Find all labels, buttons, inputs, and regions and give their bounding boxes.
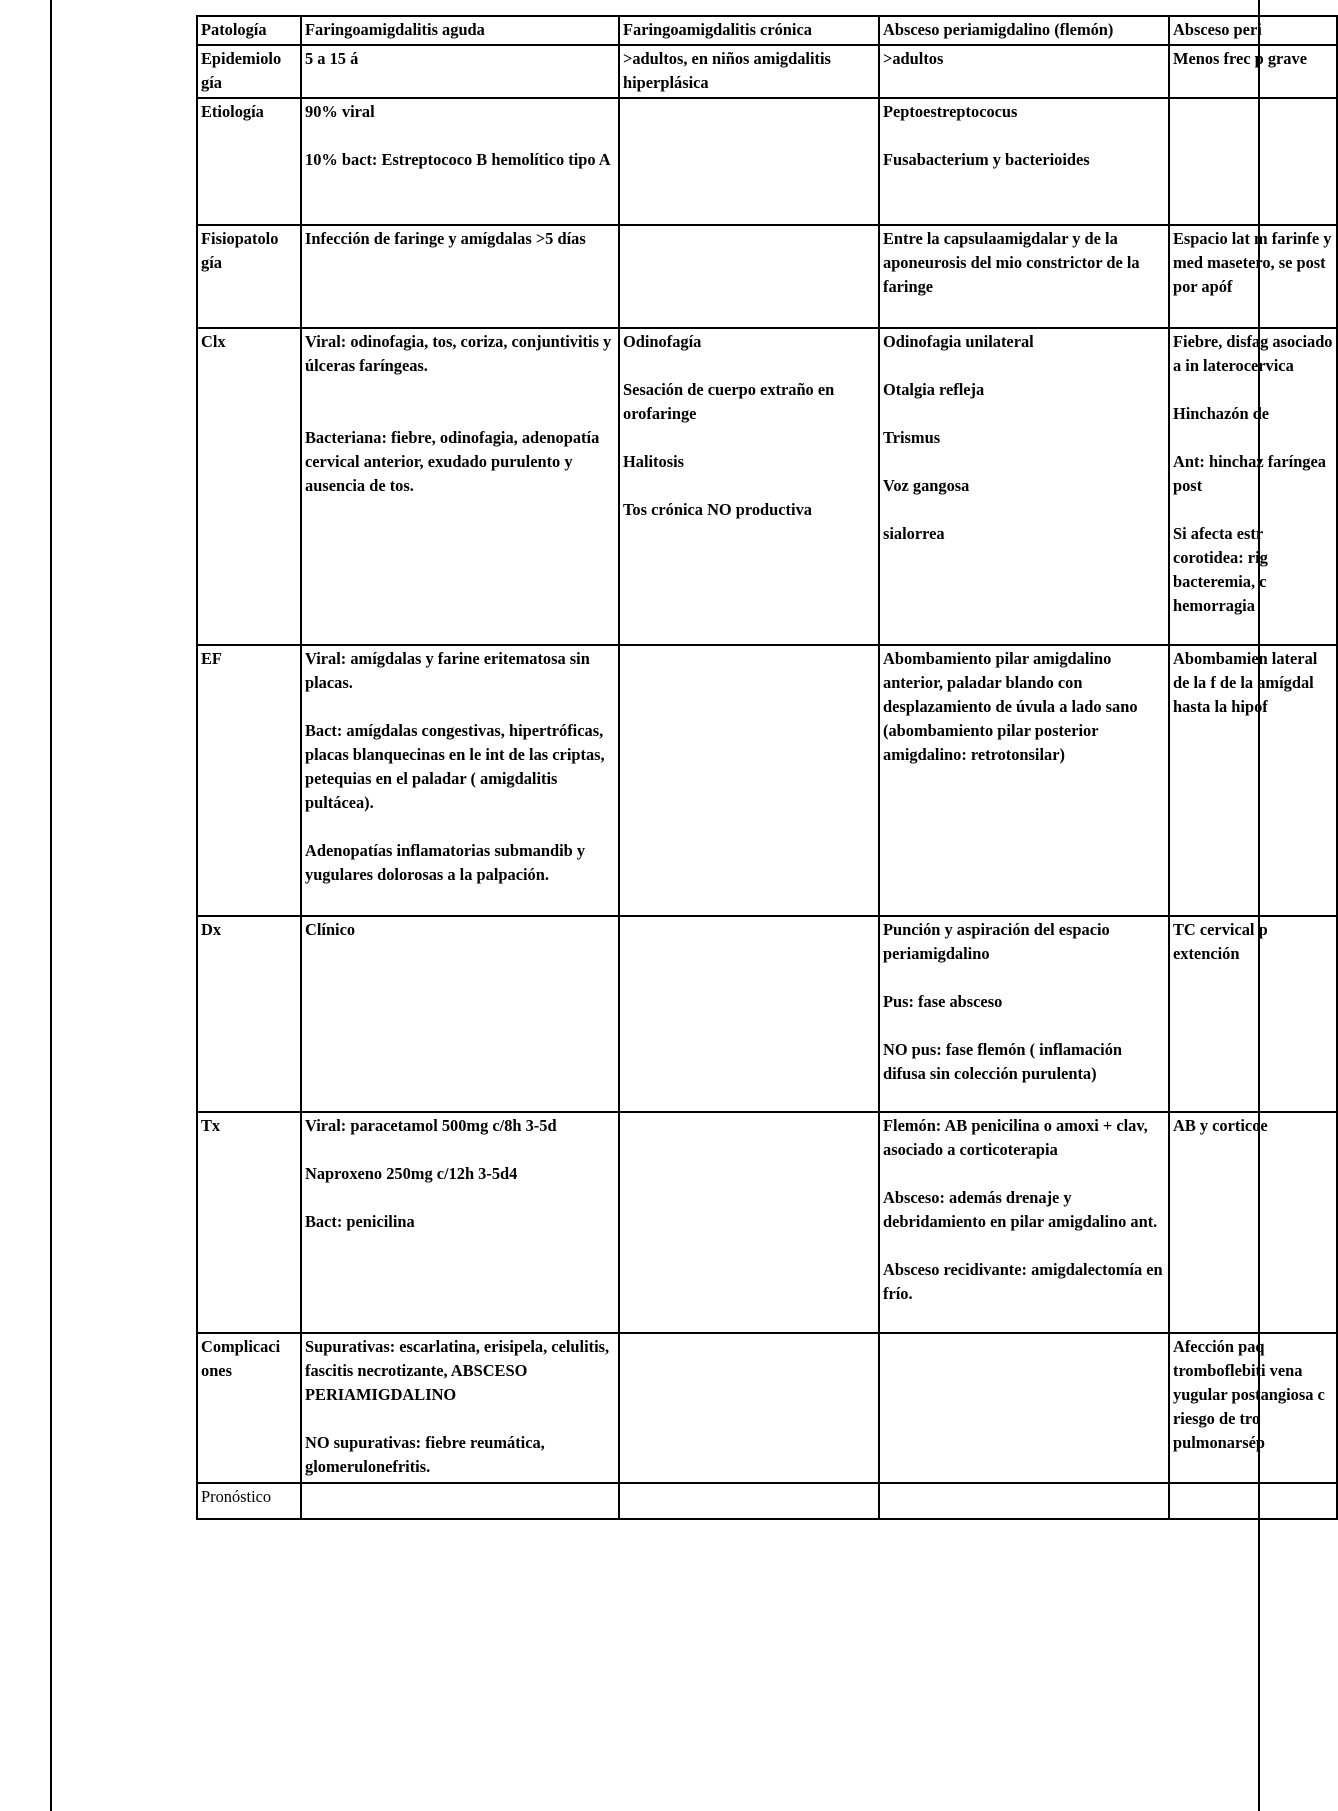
cell-epidemiologia-col2 [619,45,879,98]
cell-paragraph: Naproxeno 250mg c/12h 3-5d4 [305,1164,518,1183]
cell-clx-col1 [301,328,619,645]
header-cell-patologia: Patología [197,16,301,45]
cell-dx-col4 [1169,916,1337,1112]
cell-paragraph: Punción y aspiración del espacio periamigdalino [883,920,1110,963]
cell-fisiopatologia-col1 [301,225,619,328]
cell-paragraph: sialorrea [883,524,945,543]
cell-paragraph: Halitosis [623,452,685,471]
cell-tx-col4 [1169,1112,1337,1333]
cell-paragraph: Espacio lat m farinfe y med masetero, se post por apóf [1173,229,1332,296]
cell-epidemiologia-col3 [879,45,1169,98]
cell-paragraph: Sesación de cuerpo extraño en orofaringe [623,380,835,423]
cell-clx-col3 [879,328,1169,645]
cell-paragraph: Odinofagia unilateral [883,332,1034,351]
cell-tx-col3 [879,1112,1169,1333]
row-label-fisiopatologia: Fisiopatolo gía [197,225,301,328]
cell-paragraph: Peptoestreptococus [883,102,1018,121]
cell-paragraph: Bacteriana: fiebre, odinofagia, adenopatía cervical anterior, exudado purulento y ausencia de tos. [305,428,600,495]
header-cell-faringoamigdalitis-aguda: Faringoamigdalitis aguda [301,16,619,45]
cell-fisiopatologia-col4 [1169,225,1337,328]
cell-paragraph: 5 a 15 á [305,49,359,68]
cell-paragraph: Bact: amígdalas congestivas, hipertróficas, placas blanquecinas en le int de las criptas, petequias en el paladar ( amigdalitis pultácea). [305,721,605,812]
cell-etiologia-col2 [619,98,879,225]
row-label-clx: Clx [197,328,301,645]
cell-pronostico-col1 [301,1483,619,1519]
table-row-dx [197,916,1337,1112]
cell-ef-col1 [301,645,619,916]
header-cell-faringoamigdalitis-cronica: Faringoamigdalitis crónica [619,16,879,45]
table-row-fisiopatologia [197,225,1337,328]
cell-paragraph: Afección paq tromboflebiti vena yugular postangiosa c riesgo de tro pulmonarsép [1173,1337,1325,1452]
cell-paragraph: Otalgia refleja [883,380,985,399]
cell-paragraph: 10% bact: Estreptococo B hemolítico tipo A [305,150,611,169]
cell-paragraph: TC cervical p extención [1173,920,1268,963]
cell-dx-col1 [301,916,619,1112]
cell-tx-col1 [301,1112,619,1333]
row-label-pronostico: Pronóstico [197,1483,301,1519]
row-label-epidemiologia: Epidemiolo gía [197,45,301,98]
cell-paragraph: Absceso recidivante: amigdalectomía en frío. [883,1260,1163,1303]
cell-paragraph: Menos frec p grave [1173,49,1307,68]
table-row-ef [197,645,1337,916]
cell-paragraph: Flemón: AB penicilina o amoxi + clav, asociado a corticoterapia [883,1116,1148,1159]
cell-paragraph: Viral: amígdalas y farine eritematosa sin placas. [305,649,590,692]
cell-paragraph: 90% viral [305,102,375,121]
table-header-row [197,16,1337,45]
cell-dx-col2 [619,916,879,1112]
cell-paragraph: Trismus [883,428,941,447]
cell-dx-col3 [879,916,1169,1112]
cell-complicaciones-col2 [619,1333,879,1483]
cell-paragraph: Viral: odinofagia, tos, coriza, conjuntivitis y úlceras faríngeas. [305,332,612,375]
document-table-viewport [196,15,1333,1530]
cell-paragraph: Tos crónica NO productiva [623,500,812,519]
pathology-table [196,15,1338,1520]
cell-ef-col4 [1169,645,1337,916]
cell-etiologia-col4 [1169,98,1337,225]
header-cell-absceso-peri: Absceso peri [1169,16,1337,45]
row-label-tx: Tx [197,1112,301,1333]
cell-paragraph: Hinchazón de [1173,404,1270,423]
header-cell-absceso-periamigdalino: Absceso periamigdalino (flemón) [879,16,1169,45]
page-left-border [50,0,52,1811]
cell-complicaciones-col1 [301,1333,619,1483]
row-label-complicaciones: Complicaci ones [197,1333,301,1483]
cell-paragraph: Fusabacterium y bacterioides [883,150,1090,169]
cell-paragraph: NO pus: fase flemón ( inflamación difusa sin colección purulenta) [883,1040,1123,1083]
cell-pronostico-col3 [879,1483,1169,1519]
cell-fisiopatologia-col3 [879,225,1169,328]
table-row-clx [197,328,1337,645]
cell-paragraph: Abombamiento pilar amigdalino anterior, paladar blando con desplazamiento de úvula a lado sano (abombamiento pilar posterior amigdalino: retrotonsilar) [883,649,1138,764]
cell-paragraph: Abombamien lateral de la f de la amígdal hasta la hipof [1173,649,1318,716]
row-label-dx: Dx [197,916,301,1112]
cell-paragraph: Entre la capsulaamigdalar y de la aponeurosis del mio constrictor de la faringe [883,229,1140,296]
cell-paragraph: >adultos [883,49,944,68]
cell-etiologia-col3 [879,98,1169,225]
cell-paragraph: Adenopatías inflamatorias submandib y yugulares dolorosas a la palpación. [305,841,586,884]
cell-complicaciones-col3 [879,1333,1169,1483]
cell-paragraph: Viral: paracetamol 500mg c/8h 3-5d [305,1116,557,1135]
table-row-etiologia [197,98,1337,225]
cell-paragraph: Supurativas: escarlatina, erisipela, celulitis, fascitis necrotizante, ABSCESO PERIAMIGDALINO [305,1337,610,1404]
row-label-ef: EF [197,645,301,916]
cell-paragraph: AB y corticoe [1173,1116,1268,1135]
cell-fisiopatologia-col2 [619,225,879,328]
table-row-tx [197,1112,1337,1333]
cell-paragraph: Bact: penicilina [305,1212,415,1231]
cell-paragraph: Absceso: además drenaje y debridamiento en pilar amigdalino ant. [883,1188,1158,1231]
cell-clx-col2 [619,328,879,645]
cell-paragraph: Fiebre, disfag asociado a in laterocervica [1173,332,1333,375]
table-row-pronostico [197,1483,1337,1519]
cell-paragraph: NO supurativas: fiebre reumática, glomerulonefritis. [305,1433,545,1476]
cell-ef-col2 [619,645,879,916]
row-label-etiologia: Etiología [197,98,301,225]
cell-pronostico-col4 [1169,1483,1337,1519]
cell-paragraph: Voz gangosa [883,476,970,495]
cell-paragraph: Infección de faringe y amígdalas >5 días [305,229,586,248]
cell-paragraph: Pus: fase absceso [883,992,1003,1011]
cell-pronostico-col2 [619,1483,879,1519]
cell-paragraph: Ant: hinchaz faríngea post [1173,452,1326,495]
cell-paragraph: Odinofagía [623,332,702,351]
cell-complicaciones-col4 [1169,1333,1337,1483]
cell-ef-col3 [879,645,1169,916]
cell-paragraph: Clínico [305,920,356,939]
cell-tx-col2 [619,1112,879,1333]
table-row-complicaciones [197,1333,1337,1483]
cell-etiologia-col1 [301,98,619,225]
cell-paragraph: >adultos, en niños amigdalitis hiperplásica [623,49,831,92]
table-row-epidemiologia [197,45,1337,98]
cell-epidemiologia-col1 [301,45,619,98]
cell-paragraph: Si afecta estr corotidea: rig bacteremia, c hemorragia [1173,524,1268,615]
cell-clx-col4 [1169,328,1337,645]
cell-epidemiologia-col4 [1169,45,1337,98]
